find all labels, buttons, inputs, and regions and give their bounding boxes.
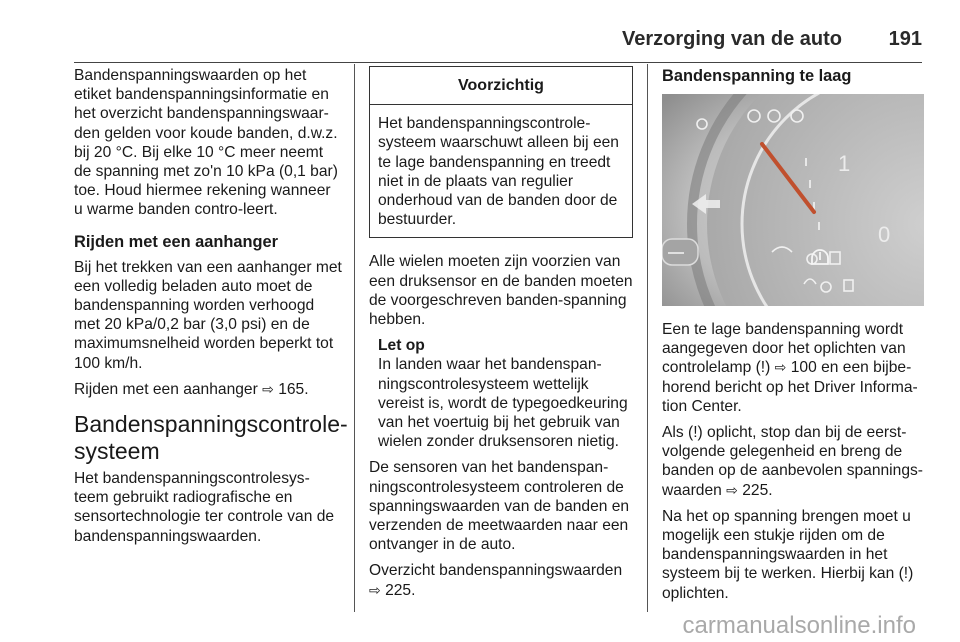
trailer-heading: Rijden met een aanhanger [74, 232, 279, 251]
page-header [74, 24, 922, 64]
warning-lamp-paragraph: Een te lage bandenspanning wordt aangegeven door het oplichten van controlelamp (!) ⇨ 100 en een bijbe-horend bericht op het Driver Informa-tion Center. [662, 321, 918, 415]
note-block [378, 336, 633, 451]
tpms-heading: Bandenspanningscontrole-systeem [74, 411, 348, 465]
note-label: Let op [378, 337, 425, 355]
intro-paragraph: Bandenspanningswaarden op het etiket bandenspanningsinformatie en het overzicht bandenspanningswaar-den gelden voor koude banden, d.w.z. bij 20 °C. Bij elke 10 °C meer neemt de spanning met zo'n 10 kPa (0,1 bar) toe. Houd hiermee rekening wanneer u warme banden contro-leert. [74, 67, 338, 219]
column-divider-2 [647, 64, 648, 612]
page-number: 191 [888, 28, 922, 50]
tpms-paragraph: Het bandenspanningscontrolesys-teem gebruikt radiografische en sensortechnologie ter controle van de bandenspanningswaarden. [74, 470, 335, 545]
ref-arrow-icon: ⇨ [369, 581, 381, 598]
ref-arrow-icon: ⇨ [774, 359, 787, 376]
column-3 [662, 66, 924, 610]
page-link-100[interactable]: 100 [790, 359, 817, 377]
tpms-warning-icon: (!) [755, 359, 771, 377]
column-2 [369, 66, 633, 607]
column-1 [74, 66, 348, 553]
ref-arrow-icon: ⇨ [726, 481, 738, 498]
trailer-paragraph: Bij het trekken van een aanhanger met een volledig beladen auto moet de bandenspanning worden verhoogd met 20 kPa/0,2 bar (3,0 psi) en de maximumsnelheid worden beperkt tot 100 km/h. [74, 258, 342, 372]
page-link-165[interactable]: 165. [278, 380, 309, 398]
header-rule [74, 62, 922, 63]
column-divider-1 [354, 64, 355, 612]
sensor-requirement-paragraph: Alle wielen moeten zijn voorzien van een druksensor en de banden moeten de voorgeschreven banden-spanning hebben. [369, 253, 633, 329]
note-body: In landen waar het bandenspan-ningscontrolesysteem wettelijk vereist is, wordt de typegoedkeuring van het voertuig bij het gebruik van wielen zonder druksensoren nietig. [378, 356, 628, 451]
caution-box [369, 66, 633, 238]
instrument-cluster-image [662, 94, 924, 306]
page-link-225[interactable]: 225. [385, 581, 416, 599]
low-pressure-heading: Bandenspanning te laag [662, 67, 852, 85]
tpms-warning-icon: (!) [688, 424, 703, 442]
page-link-225[interactable]: 225. [742, 481, 773, 499]
inflation-paragraph: Na het op spanning brengen moet u mogelijk een stukje rijden om de bandenspanningswaarden in het systeem bij te werken. Hierbij kan (!) oplichten. [662, 507, 914, 602]
caution-title: Voorzichtig [370, 67, 632, 105]
tpms-warning-icon: (!) [898, 565, 914, 583]
caution-body: Het bandenspanningscontrole-systeem waarschuwt alleen bij een te lage bandenspanning en treedt niet in de plaats van regulier onderhoud van de banden door de bestuurder. [378, 115, 619, 229]
ref-arrow-icon: ⇨ [262, 380, 274, 397]
site-watermark: carmanualsonline.info [682, 612, 916, 639]
scale-label-1: 1 [838, 151, 851, 176]
section-title: Verzorging van de auto [621, 28, 842, 50]
trailer-reference: Rijden met een aanhanger ⇨ 165. [74, 380, 309, 398]
stop-instruction-paragraph: Als (!) oplicht, stop dan bij de eerst-volgende gelegenheid en breng de banden op de aanbevolen spannings-waarden ⇨ 225. [662, 424, 923, 499]
overview-reference: Overzicht bandenspanningswaarden ⇨ 225. [369, 562, 623, 599]
sensor-function-paragraph: De sensoren van het bandenspan-ningscontrolesysteem controleren de spanningswaarden van de banden en verzenden de meetwaarden naar een ontvanger in de auto. [369, 459, 630, 554]
scale-label-0: 0 [878, 222, 891, 247]
